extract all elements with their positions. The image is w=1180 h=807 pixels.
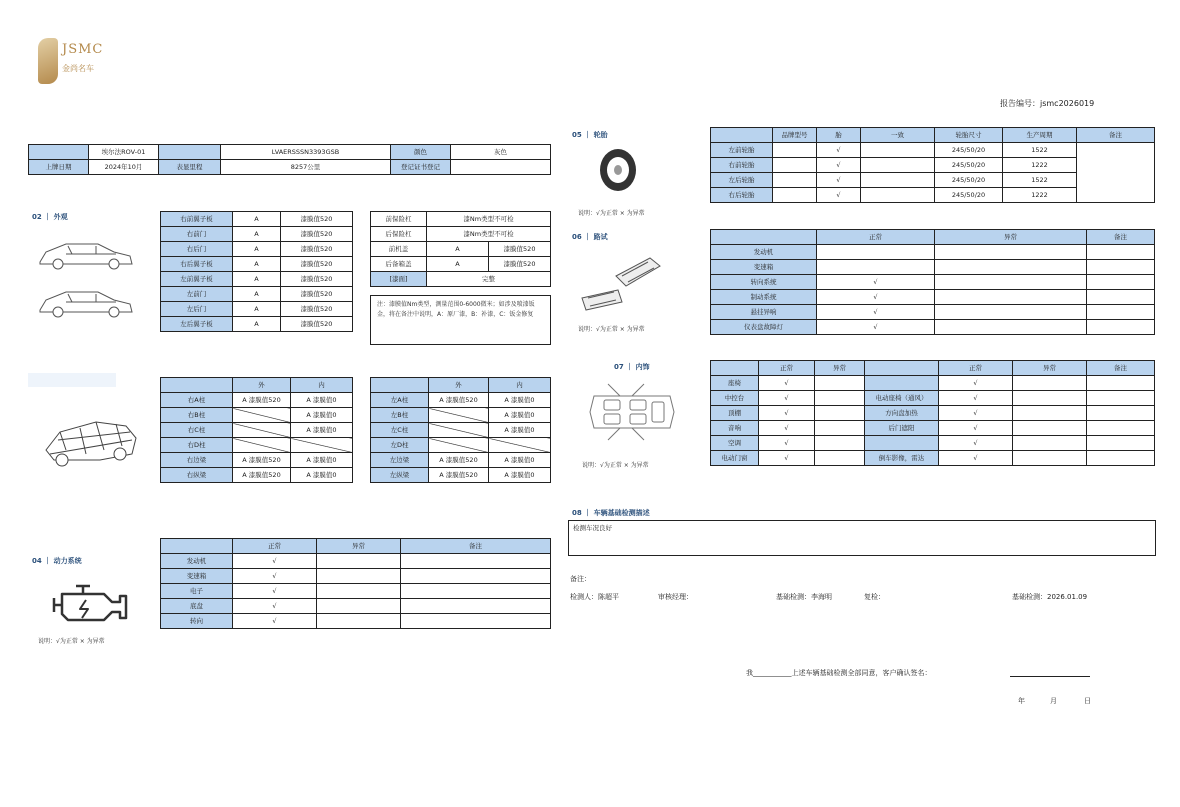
table-row: 左B柱 A 漆膜值0 <box>371 408 551 423</box>
signature-line[interactable] <box>1010 676 1090 677</box>
table-row: 后保险杠 漆Nm类型不可检 <box>371 227 551 242</box>
table-row: 左A柱 A 漆膜值520 A 漆膜值0 <box>371 393 551 408</box>
table-row: 制动系统 √ <box>711 290 1155 305</box>
exterior-right-table <box>370 211 551 287</box>
engine-icon <box>46 578 130 628</box>
exterior-note: 注：漆膜值Nm类型，测量范围0-6000微米；如涉及喷漆钣金，将在备注中说明，A：原厂漆，B：补漆，C：钣金修复 <box>377 301 535 318</box>
road-test-table <box>710 229 1155 335</box>
table-row: 左前翼子板 A 漆膜值520 <box>161 272 353 287</box>
table-row: 正常 异常 正常 异常 备注 <box>711 361 1155 376</box>
table-row: 前保险杠 漆Nm类型不可检 <box>371 212 551 227</box>
table-row: 电动门窗 √ 倒车影像，雷达 √ <box>711 451 1155 466</box>
frame-left-side-table <box>370 377 551 483</box>
table-row: 外 内 <box>371 378 551 393</box>
table-row: 右C柱 A 漆膜值0 <box>161 423 353 438</box>
table-row: 右后翼子板 A 漆膜值520 <box>161 257 353 272</box>
table-row: 音响 √ 后门遮阳 √ <box>711 421 1155 436</box>
table-row: 变速箱 <box>711 260 1155 275</box>
table-row: 转向 √ <box>161 614 551 629</box>
section-02-title: 02 ｜ 外观 <box>32 213 68 221</box>
company-logo-mark <box>38 38 58 84</box>
sign-month: 月 <box>1050 697 1057 705</box>
table-row: 右A柱 A 漆膜值520 A 漆膜值0 <box>161 393 353 408</box>
company-logo-text: JSMC <box>62 42 104 57</box>
report-number: 报告编号：jsmc2026019 <box>1000 99 1095 108</box>
table-row: 右B柱 A 漆膜值0 <box>161 408 353 423</box>
footer-appraiser: 基础检测：李海明 <box>776 593 832 601</box>
table-row: 转向系统 √ <box>711 275 1155 290</box>
table-row: 右前门 A 漆膜值520 <box>161 227 353 242</box>
customer-confirmation: 我___________上述车辆基础检测全部同意，客户确认签名： <box>746 669 932 677</box>
table-row: 右前轮胎 √ 245/50/20 1222 <box>711 158 1155 173</box>
table-row: 发动机 <box>711 245 1155 260</box>
table-row: 座椅 √ √ <box>711 376 1155 391</box>
section-06-note: 说明：√为正常 × 为异常 <box>578 326 645 333</box>
footer-inspector: 检测人：陈超平 <box>570 593 619 601</box>
section-07-title: 07 ｜ 内饰 <box>614 363 650 371</box>
frame-right-side-table <box>160 377 353 483</box>
description-box <box>568 520 1156 556</box>
table-row: 中控台 √ 电动座椅（通风） √ <box>711 391 1155 406</box>
exterior-note-box <box>370 295 551 345</box>
footer-date: 基础检测：2026.01.09 <box>1012 593 1088 601</box>
tire-table <box>710 127 1155 203</box>
table-row: 右后门 A 漆膜值520 <box>161 242 353 257</box>
table-row: [漆面] 完整 <box>371 272 551 287</box>
sign-year: 年 <box>1018 697 1025 705</box>
table-row: 左边梁 A 漆膜值520 A 漆膜值0 <box>371 453 551 468</box>
table-row: 后备箱盖 A 漆膜值520 <box>371 257 551 272</box>
table-row: 右D柱 <box>161 438 353 453</box>
table-row: 正常 异常 备注 <box>711 230 1155 245</box>
vehicle-info-table <box>28 144 551 175</box>
table-row: 仪表盘故障灯 √ <box>711 320 1155 335</box>
exterior-left-table <box>160 211 353 332</box>
table-row: 正常 异常 备注 <box>161 539 551 554</box>
table-row: 右后轮胎 √ 245/50/20 1222 <box>711 188 1155 203</box>
car-frame-illustration <box>40 410 140 470</box>
table-row: 品牌型号 胎 一致 轮胎尺寸 生产周期 备注 <box>711 128 1155 143</box>
table-row: 右纵梁 A 漆膜值520 A 漆膜值0 <box>161 468 353 483</box>
table-row: 左后轮胎 √ 245/50/20 1522 <box>711 173 1155 188</box>
section-03-title-bar <box>28 373 116 387</box>
powertrain-table <box>160 538 551 629</box>
table-row: 顶棚 √ 方向盘加热 √ <box>711 406 1155 421</box>
table-row: 电子 √ <box>161 584 551 599</box>
table-row: 前机盖 A 漆膜值520 <box>371 242 551 257</box>
car-side-illustration <box>36 232 136 322</box>
footer-remark: 备注： <box>570 575 591 583</box>
footer-auditor: 审核经理： <box>658 593 693 601</box>
table-row: 左后翼子板 A 漆膜值520 <box>161 317 353 332</box>
table-row: 底盘 √ <box>161 599 551 614</box>
table-row: 悬挂异响 √ <box>711 305 1155 320</box>
table-row: 右边梁 A 漆膜值520 A 漆膜值0 <box>161 453 353 468</box>
description-text: 检测车况良好 <box>573 524 612 532</box>
section-04-note: 说明：√为正常 × 为异常 <box>38 638 105 645</box>
section-07-note: 说明：√为正常 × 为异常 <box>582 462 649 469</box>
table-row: 外 内 <box>161 378 353 393</box>
sign-day: 日 <box>1084 697 1091 705</box>
interior-table <box>710 360 1155 466</box>
road-test-cars-icon <box>578 252 664 314</box>
interior-topview-icon <box>584 376 680 448</box>
section-06-title: 06 ｜ 路试 <box>572 233 608 241</box>
tire-icon <box>596 146 640 194</box>
footer-review: 复检： <box>864 593 885 601</box>
table-row: 右前翼子板 A 漆膜值520 <box>161 212 353 227</box>
table-row: 左后门 A 漆膜值520 <box>161 302 353 317</box>
table-row: 空调 √ √ <box>711 436 1155 451</box>
section-04-title: 04 ｜ 动力系统 <box>32 557 82 565</box>
table-row: 变速箱 √ <box>161 569 551 584</box>
table-row: 左D柱 <box>371 438 551 453</box>
info-row: 上牌日期 2024年10月 表显里程 8257公里 登记证书登记 <box>29 160 551 175</box>
section-08-title: 08 ｜ 车辆基础检测描述 <box>572 509 650 517</box>
company-logo-subtitle: 金尚名车 <box>62 64 94 73</box>
table-row: 左C柱 A 漆膜值0 <box>371 423 551 438</box>
section-05-note: 说明：√为正常 × 为异常 <box>578 210 645 217</box>
section-05-title: 05 ｜ 轮胎 <box>572 131 608 139</box>
table-row: 左前轮胎 √ 245/50/20 1522 <box>711 143 1155 158</box>
table-row: 左纵梁 A 漆膜值520 A 漆膜值0 <box>371 468 551 483</box>
table-row: 左前门 A 漆膜值520 <box>161 287 353 302</box>
info-row: 埃尔法ROV-01 LVAERSSSN3393GSB 颜色 灰色 <box>29 145 551 160</box>
table-row: 发动机 √ <box>161 554 551 569</box>
